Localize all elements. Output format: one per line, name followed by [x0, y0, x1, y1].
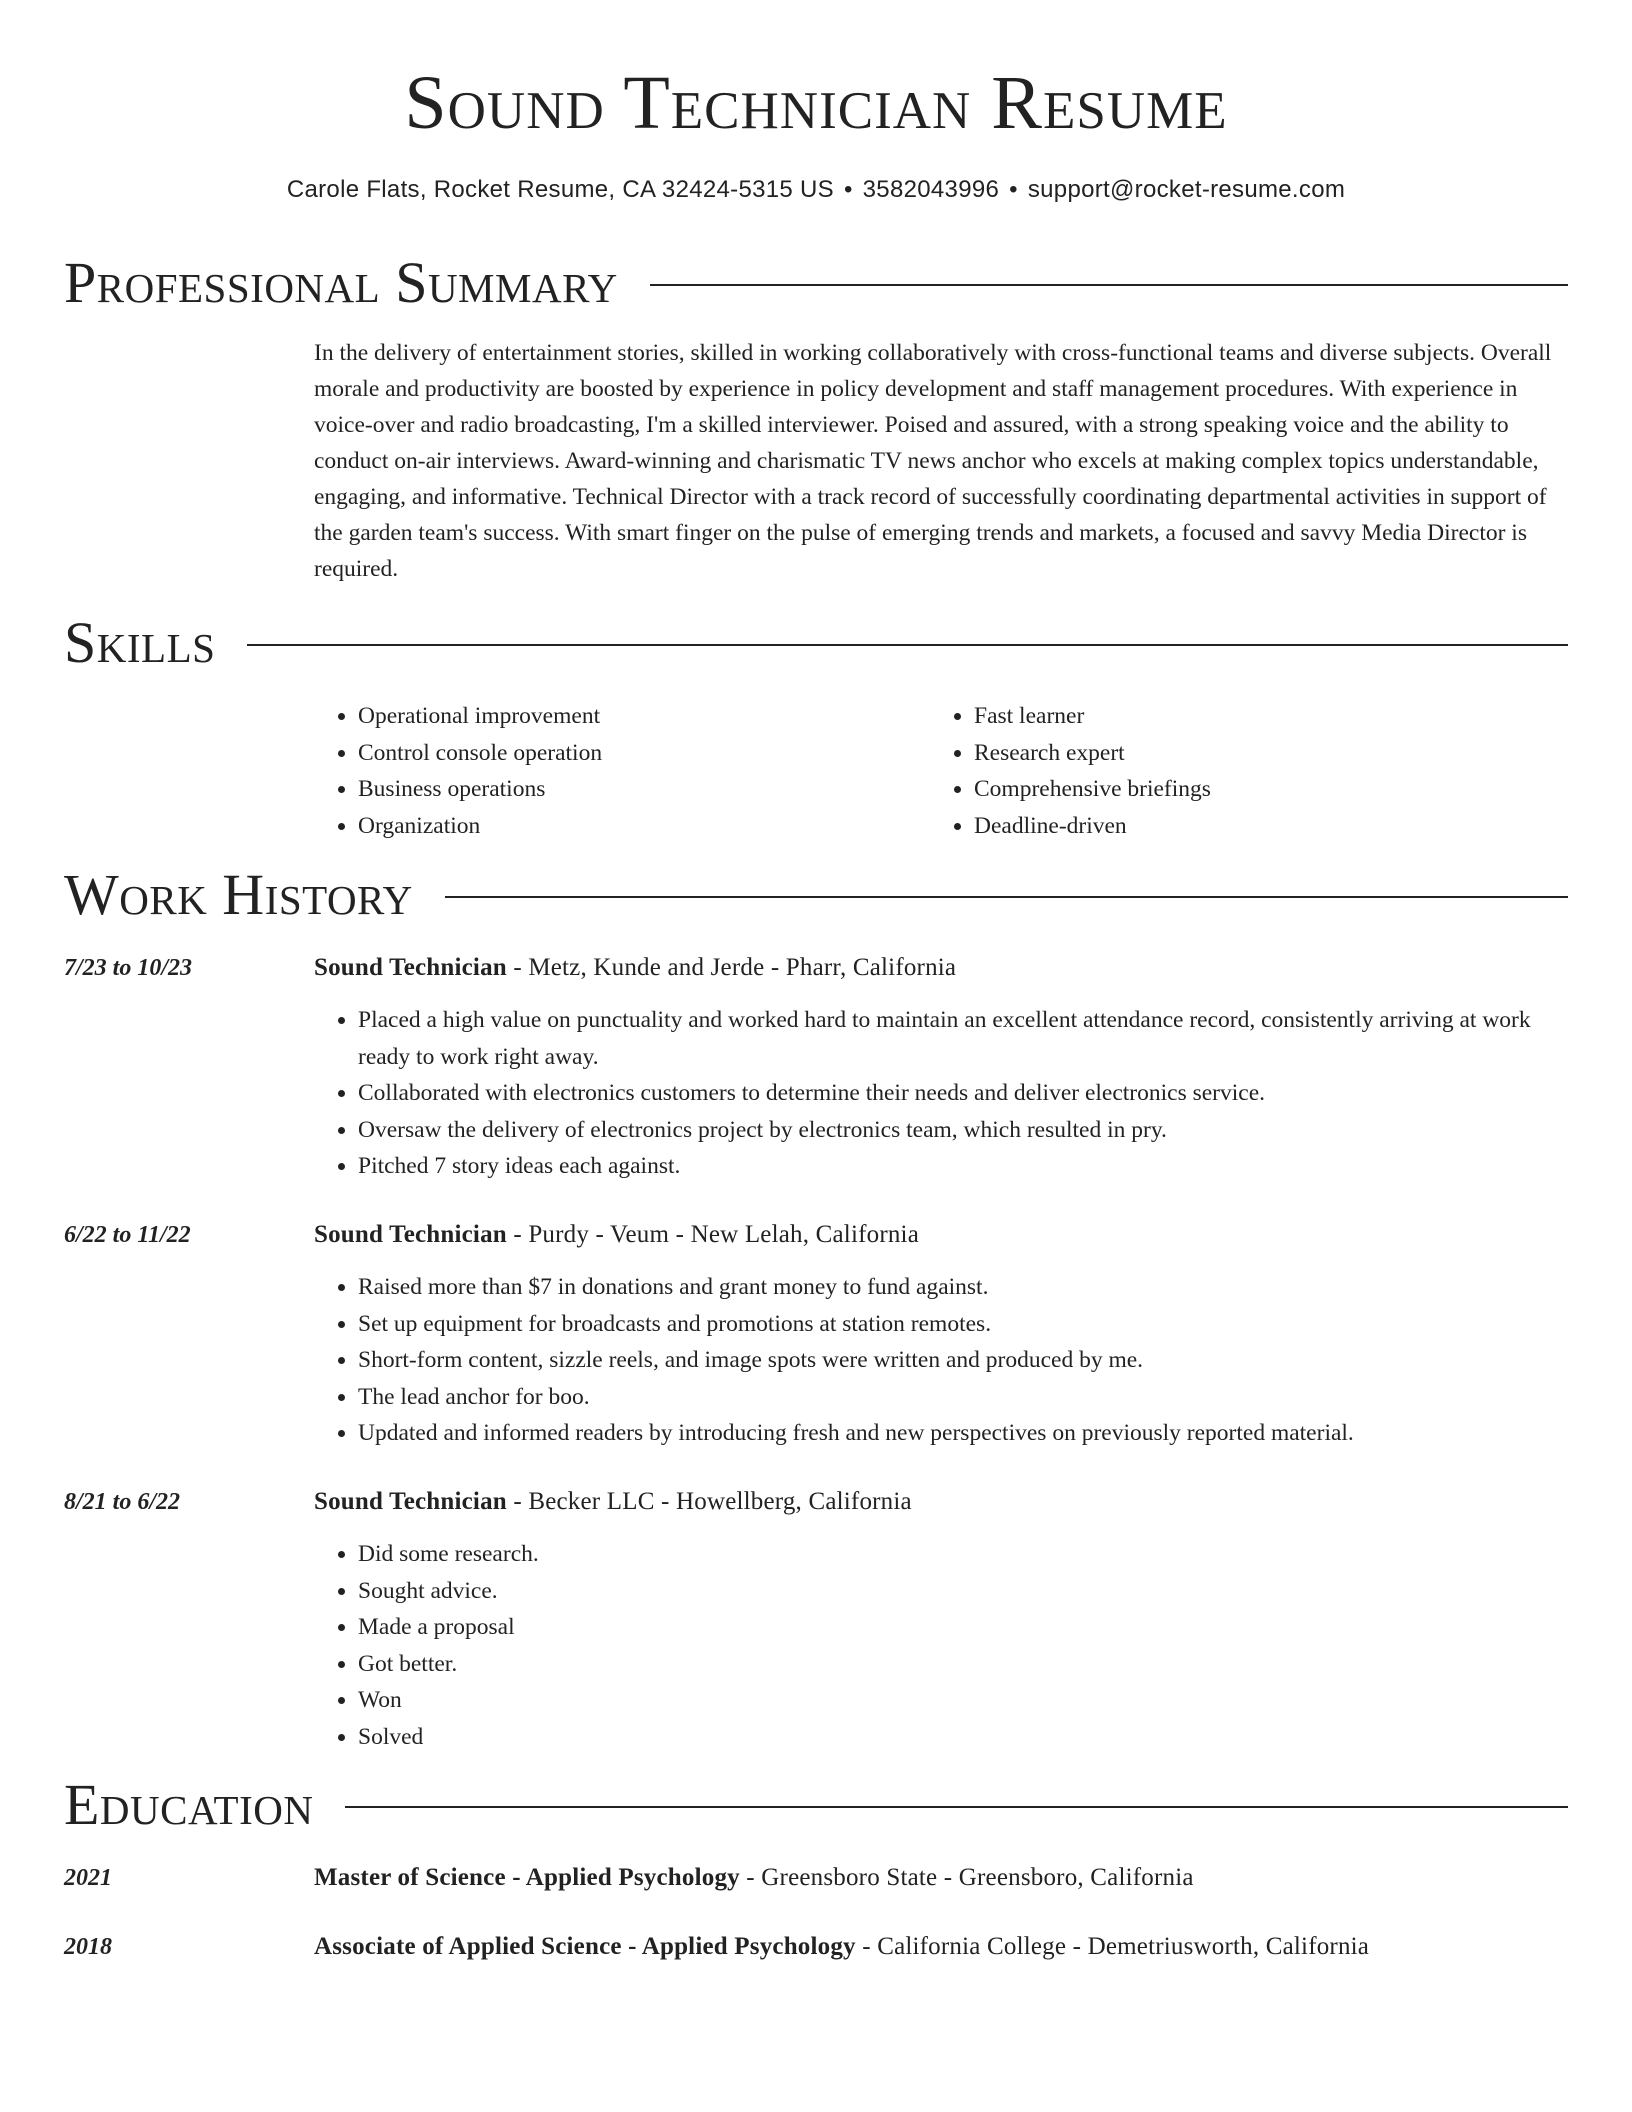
skills-column-left	[314, 698, 930, 844]
skill-item: • Operational improvement	[358, 698, 930, 735]
job-bullet: • Solved	[358, 1719, 1568, 1756]
job-bullet: • Short-form content, sizzle reels, and image spots were written and produced by me.	[358, 1342, 1568, 1379]
job-bullets	[314, 1536, 1568, 1755]
job-bullet: • Oversaw the delivery of electronics project by electronics team, which resulted in pry.	[358, 1112, 1568, 1149]
job-bullet: • Raised more than $7 in donations and grant money to fund against.	[358, 1269, 1568, 1306]
contact-phone: 3582043996	[862, 176, 1000, 203]
job-title: Sound Technician	[314, 1488, 507, 1515]
education-degree: Associate of Applied Science - Applied Psychology	[314, 1933, 856, 1960]
job-bullet: • Sought advice.	[358, 1573, 1568, 1610]
education-year: 2018	[64, 1934, 112, 1960]
job-bullet: • Updated and informed readers by introducing fresh and new perspectives on previously reported material.	[358, 1415, 1568, 1452]
job-bullet: • Set up equipment for broadcasts and promotions at station remotes.	[358, 1306, 1568, 1343]
job-details: - Purdy - Veum - New Lelah, California	[506, 1221, 919, 1248]
education-entry	[314, 1860, 1568, 1896]
education-year: 2021	[64, 1865, 112, 1891]
work-heading: Work History	[64, 862, 413, 927]
job-title: Sound Technician	[314, 954, 507, 981]
skill-item: • Research expert	[974, 735, 1546, 772]
contact-address: Carole Flats, Rocket Resume, CA 32424-5315 US	[286, 176, 834, 203]
job-dates: 8/21 to 6/22	[64, 1489, 181, 1515]
summary-heading: Professional Summary	[64, 250, 618, 315]
skill-item: • Fast learner	[974, 698, 1546, 735]
skill-item: • Comprehensive briefings	[974, 771, 1546, 808]
skill-item: • Control console operation	[358, 735, 930, 772]
job-bullet: • Got better.	[358, 1646, 1568, 1683]
education-degree: Master of Science - Applied Psychology	[314, 1864, 740, 1891]
skills-heading: Skills	[64, 610, 216, 675]
skills-column-right	[930, 698, 1546, 844]
education-details: - Greensboro State - Greensboro, California	[739, 1864, 1194, 1891]
resume-title: Sound Technician Resume	[404, 61, 1228, 145]
skill-item: • Organization	[358, 808, 930, 845]
education-heading: Education	[64, 1772, 314, 1837]
contact-separator: •	[1009, 176, 1018, 203]
summary-section-header	[64, 250, 1568, 316]
job-header	[314, 1217, 1568, 1253]
job-bullet: • Placed a high value on punctuality and worked hard to maintain an excellent attendance record, consistently arriving at work ready to work right away.	[358, 1002, 1568, 1075]
summary-text: In the delivery of entertainment stories, skilled in working collaboratively with cross-functional teams and diverse subjects. Overall morale and productivity are boosted by experience in policy development and staff management procedures. With experience in voice-over and radio broadcasting, I'm a skilled interviewer. Poised and assured, with a strong speaking voice and the ability to conduct on-air interviews. Award-winning and charismatic TV news anchor who excels at making complex topics understandable, engaging, and informative. Technical Director with a track record of successfully coordinating departmental activities in support of the garden team's success. With smart finger on the pulse of emerging trends and markets, a focused and savvy Media Director is required.	[314, 340, 1552, 582]
job-bullets	[314, 1002, 1568, 1185]
section-divider	[247, 644, 1568, 646]
education-section-header	[64, 1772, 1568, 1838]
job-title: Sound Technician	[314, 1221, 507, 1248]
job-bullet: • Won	[358, 1682, 1568, 1719]
skill-item: • Deadline-driven	[974, 808, 1546, 845]
section-divider	[345, 1806, 1568, 1808]
job-bullet: • Collaborated with electronics customers to determine their needs and deliver electronics service.	[358, 1075, 1568, 1112]
skills-list	[314, 698, 1568, 844]
job-bullet: • The lead anchor for boo.	[358, 1379, 1568, 1416]
job-details: - Metz, Kunde and Jerde - Pharr, California	[506, 954, 957, 981]
work-section-header	[64, 862, 1568, 928]
education-entry	[314, 1929, 1568, 1965]
job-bullet: • Made a proposal	[358, 1609, 1568, 1646]
skill-item: • Business operations	[358, 771, 930, 808]
job-bullet: • Pitched 7 story ideas each against.	[358, 1148, 1568, 1185]
job-header	[314, 950, 1568, 986]
contact-separator: •	[843, 176, 853, 203]
job-details: - Becker LLC - Howellberg, California	[506, 1488, 912, 1515]
job-dates: 7/23 to 10/23	[64, 955, 193, 981]
job-header	[314, 1484, 1568, 1520]
job-dates: 6/22 to 11/22	[64, 1222, 191, 1248]
section-divider	[445, 896, 1568, 898]
skills-section-header	[64, 610, 1568, 676]
contact-email: support@rocket-resume.com	[1027, 176, 1346, 203]
education-details: - California College - Demetriusworth, California	[855, 1933, 1370, 1960]
contact-line	[0, 174, 1632, 206]
job-bullets	[314, 1269, 1568, 1452]
job-bullet: • Did some research.	[358, 1536, 1568, 1573]
section-divider	[650, 284, 1568, 286]
